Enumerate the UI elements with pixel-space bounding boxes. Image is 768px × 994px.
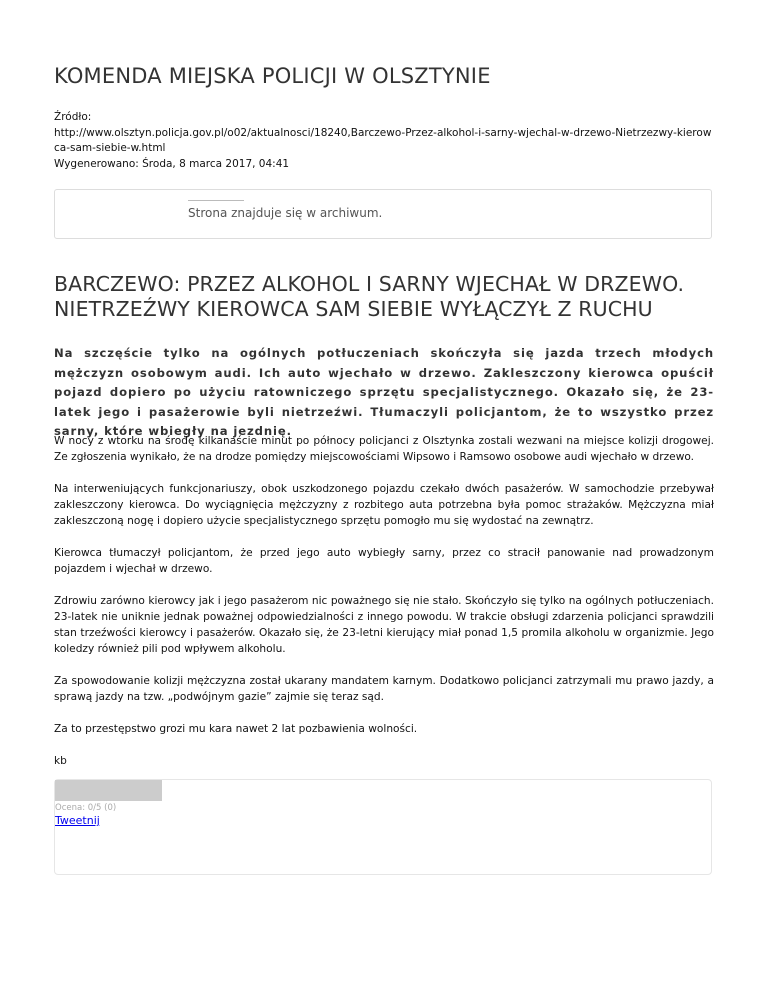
article-paragraph: Za to przestępstwo grozi mu kara nawet 2 lat pozbawienia wolności. — [54, 723, 418, 735]
article-paragraph: W nocy z wtorku na środę kilkanaście minut po północy policjanci z Olsztynka zostali wezwani na miejsce kolizji drogowej. Ze zgłoszenia wynikało, że na drodze pomiędzy miejscowościami Wipsowo i Ramsowo osobowe audi wjechało w drzewo. — [54, 435, 714, 463]
source-meta — [54, 110, 714, 172]
article-paragraph: Na interweniujących funkcjonariuszy, obok uszkodzonego pojazdu czekało dwóch pasażerów. W samochodzie przebywał zakleszczony kierowca. Do wyciągnięcia mężczyzny z rozbitego auta potrzebna była pomoc strażaków. Mężczyzna miał zakleszczoną nogę i dopiero użycie specjalistycznego sprzętu pomogło mu się wydostać na zewnątrz. — [54, 483, 714, 527]
archive-notice: Strona znajduje się w archiwum. — [188, 206, 383, 220]
rating-score: Ocena: 0/5 (0) — [55, 803, 117, 813]
author-initials: kb — [54, 755, 67, 767]
archive-divider — [188, 200, 244, 201]
article-paragraph: Za spowodowanie kolizji mężczyzna został ukarany mandatem karnym. Dodatkowo policjanci zatrzymali mu prawo jazdy, a sprawą jazdy na tzw. „podwójnym gazie” zajmie się teraz sąd. — [54, 675, 714, 703]
article-body — [54, 433, 714, 785]
article-title: BARCZEWO: PRZEZ ALKOHOL I SARNY WJECHAŁ W DRZEWO. NIETRZEŹWY KIEROWCA SAM SIEBIE WYŁĄCZYŁ Z RUCHU — [54, 272, 685, 321]
tweet-link[interactable]: Tweetnij — [55, 814, 100, 827]
article-paragraph: Kierowca tłumaczył policjantom, że przed jego auto wybiegły sarny, przez co stracił panowanie nad prowadzonym pojazdem i wjechał w drzewo. — [54, 547, 714, 575]
article-paragraph: Zdrowiu zarówno kierowcy jak i jego pasażerom nic poważnego się nie stało. Skończyło się tylko na ogólnych potłuczeniach. 23-latek nie uniknie jednak poważnej odpowiedzialności z innego powodu. W trakcie obsługi zdarzenia policjanci sprawdzili stan trzeźwości kierowcy i pasażerów. Okazało się, że 23-letni kierujący miał ponad 1,5 promila alkoholu w organizmie. Jego koledzy również pili pod wpływem alkoholu. — [54, 595, 714, 655]
source-label: Źródło: — [54, 111, 92, 123]
rating-stars-bar[interactable] — [55, 780, 162, 801]
source-url: http://www.olsztyn.policja.gov.pl/o02/aktualnosci/18240,Barczewo-Przez-alkohol-i-sarny-wjechal-w-drzewo-Nietrzezwy-kierowca-sam-siebie-w.html — [54, 126, 712, 154]
rating-box — [54, 779, 712, 875]
site-title: KOMENDA MIEJSKA POLICJI W OLSZTYNIE — [54, 64, 491, 88]
article-lead: Na szczęście tylko na ogólnych potłuczeniach skończyła się jazda trzech młodych mężczyzn osobowym audi. Ich auto wjechało w drzewo. Zakleszczony kierowca opuścił pojazd dopiero po użyciu ratowniczego sprzętu specjalistycznego. Okazało się, że 23-latek jego i pasażerowie byli nietrzeźwi. Tłumaczyli policjantom, że to wszystko przez sarny, które wbiegły na jezdnię. — [54, 346, 714, 438]
archive-notice-box — [54, 189, 712, 239]
generated-date: Wygenerowano: Środa, 8 marca 2017, 04:41 — [54, 157, 290, 170]
